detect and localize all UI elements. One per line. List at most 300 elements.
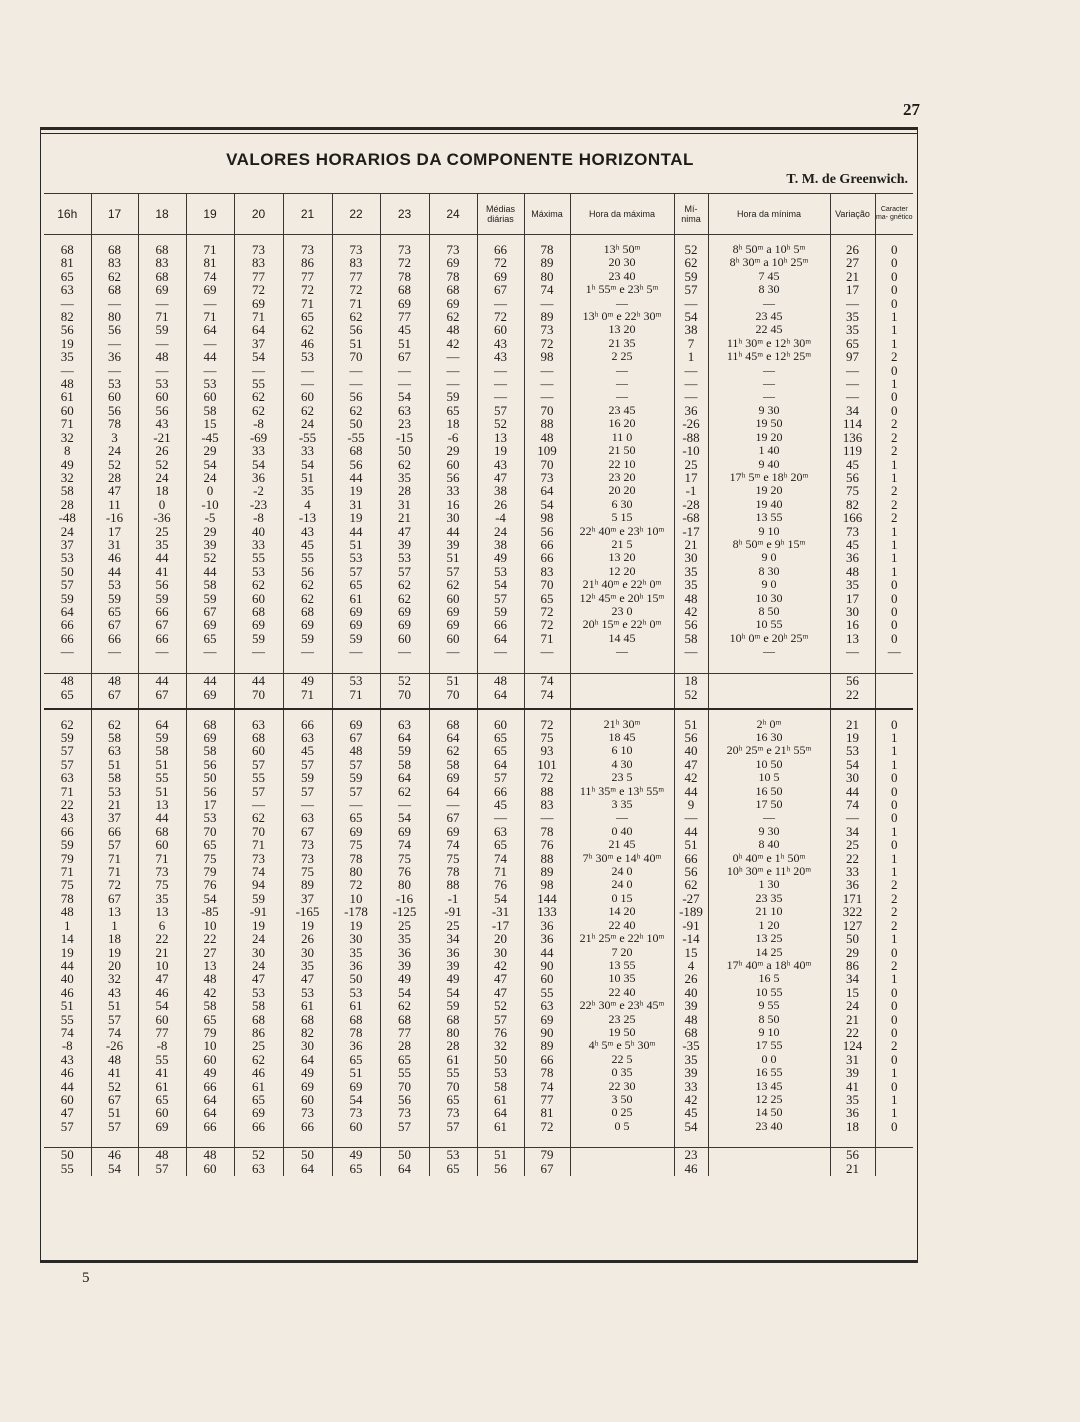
table-cell: 17 — [674, 471, 708, 484]
table-cell: 55 — [429, 1066, 477, 1079]
table-cell: 0 — [875, 1120, 913, 1133]
table-cell: 16 5 — [708, 972, 830, 985]
table-cell: — — [524, 364, 570, 377]
table-cell: 31 — [91, 538, 138, 551]
table-cell: 12 20 — [570, 565, 674, 578]
table-cell: 58 — [138, 744, 186, 757]
table-cell: 70 — [234, 825, 283, 838]
table-cell: 8 40 — [708, 838, 830, 851]
table-cell: 51 — [429, 551, 477, 564]
table-cell: 1 — [875, 310, 913, 323]
table-cell: — — [60, 363, 74, 378]
table-cell: 78 — [332, 1026, 380, 1039]
table-cell: 66 — [60, 824, 74, 839]
table-cell — [570, 1148, 674, 1163]
table-cell: 23 5 — [570, 771, 674, 784]
table-cell: 48 — [524, 431, 570, 444]
table-cell: 50 — [830, 932, 875, 945]
table-cell: 1 — [875, 525, 913, 538]
table-cell: 47 — [138, 972, 186, 985]
table-cell: 54 — [477, 892, 524, 905]
table-cell: 65 — [332, 1053, 380, 1066]
table-cell: 69 — [332, 718, 380, 731]
table-cell: 53 — [283, 350, 332, 363]
table-cell: 69 — [380, 297, 429, 310]
table-cell: 60 — [234, 592, 283, 605]
table-cell: 48 — [60, 905, 74, 919]
table-cell: 13ʰ 0ᵐ e 22ʰ 30ᵐ — [570, 310, 674, 323]
table-cell: 48 — [91, 673, 138, 688]
table-cell: 64 — [138, 718, 186, 731]
table-cell: 23 45 — [708, 310, 830, 323]
table-cell: 69 — [234, 1106, 283, 1119]
table-cell: 52 — [186, 551, 234, 564]
table-cell: — — [875, 645, 913, 658]
table-row — [44, 771, 913, 784]
table-row — [44, 632, 913, 645]
table-cell: 64 — [283, 1162, 332, 1176]
table-cell: 1 — [875, 471, 913, 484]
table-cell: — — [708, 364, 830, 377]
table-cell: 14 20 — [570, 905, 674, 918]
table-cell: 73 — [380, 1106, 429, 1119]
table-cell: 32 — [60, 470, 74, 485]
table-cell: 51 — [674, 838, 708, 851]
table-cell: 65 — [91, 605, 138, 618]
table-cell: 65 — [477, 838, 524, 851]
table-cell: 71 — [60, 417, 74, 431]
table-cell: 67 — [283, 825, 332, 838]
table-cell: 69 — [332, 618, 380, 631]
table-cell: — — [524, 377, 570, 390]
table-cell — [570, 1162, 674, 1176]
table-cell: 66 — [138, 605, 186, 618]
table-cell: 69 — [186, 731, 234, 744]
table-cell: 136 — [830, 431, 875, 444]
table-cell: 31 — [332, 498, 380, 511]
table-cell: 21 10 — [708, 905, 830, 918]
table-cell: 57 — [91, 1013, 138, 1026]
table-cell: 71 — [524, 632, 570, 645]
table-cell: 71 — [332, 297, 380, 310]
table-cell: 71 — [186, 243, 234, 256]
table-cell: 17 — [186, 798, 234, 811]
table-cell: — — [524, 297, 570, 310]
table-cell: — — [708, 390, 830, 403]
table-cell: 58 — [91, 731, 138, 744]
table-cell: 63 — [524, 999, 570, 1012]
table-cell: 31 — [830, 1053, 875, 1066]
table-cell: 75 — [524, 731, 570, 744]
table-row — [44, 1013, 913, 1026]
table-cell: 69 — [332, 1080, 380, 1093]
table-cell: 39 — [429, 959, 477, 972]
table-cell: 0 — [875, 632, 913, 645]
table-cell: — — [830, 811, 875, 824]
table-cell: 23 20 — [570, 471, 674, 484]
table-cell: 66 — [477, 243, 524, 256]
table-cell: 60 — [332, 1120, 380, 1133]
table-cell: 62 — [234, 390, 283, 403]
table-cell: 44 — [332, 471, 380, 484]
table-cell: 2 — [875, 1039, 913, 1052]
table-cell: — — [570, 297, 674, 310]
table-cell: 71 — [138, 310, 186, 323]
table-cell: 0 — [875, 364, 913, 377]
table-cell: 70 — [380, 688, 429, 702]
table-cell: 74 — [830, 798, 875, 811]
table-cell: 23 — [674, 1148, 708, 1163]
table-cell: 53 — [186, 377, 234, 390]
table-cell: 64 — [60, 604, 74, 619]
signature-mark: 5 — [82, 1270, 90, 1286]
table-cell: 55 — [234, 551, 283, 564]
table-cell: 69 — [429, 618, 477, 631]
table-cell: 51 — [477, 1148, 524, 1163]
table-cell: 1 30 — [708, 878, 830, 891]
table-cell: 62 — [429, 310, 477, 323]
table-cell: — — [708, 811, 830, 824]
table-cell: -55 — [283, 431, 332, 444]
column-header: 20 — [234, 194, 283, 235]
table-cell: 66 — [283, 718, 332, 731]
table-cell: 72 — [91, 878, 138, 891]
table-cell: 44 — [186, 565, 234, 578]
table-cell: 10 — [332, 892, 380, 905]
table-cell: 53 — [91, 377, 138, 390]
table-cell: 13 55 — [708, 511, 830, 524]
table-cell: 17 — [830, 283, 875, 296]
table-cell: 69 — [429, 605, 477, 618]
table-cell: 18 45 — [570, 731, 674, 744]
table-cell: 45 — [674, 1106, 708, 1119]
table-cell: 0 — [875, 605, 913, 618]
table-cell: 1 — [875, 377, 913, 390]
table-cell: 32 — [60, 430, 74, 445]
table-cell: 59 — [234, 892, 283, 905]
table-cell: 71 — [91, 865, 138, 878]
table-cell: 50 — [380, 1148, 429, 1163]
table-cell: 59 — [283, 632, 332, 645]
table-cell: -17 — [477, 919, 524, 932]
table-cell: 24 — [186, 471, 234, 484]
table-cell: 33 — [283, 444, 332, 457]
table-cell: 57 — [477, 771, 524, 784]
table-cell: 56 — [138, 578, 186, 591]
table-cell: 73 — [283, 838, 332, 851]
table-cell: 68 — [332, 444, 380, 457]
table-cell: 21 — [380, 511, 429, 524]
table-cell: 80 — [91, 310, 138, 323]
table-cell: 57 — [91, 838, 138, 851]
table-cell: 64 — [524, 484, 570, 497]
table-cell: 49 — [60, 457, 74, 471]
table-cell: 44 — [91, 565, 138, 578]
average-row — [44, 1162, 913, 1176]
table-row — [44, 283, 913, 296]
table-cell: 78 — [332, 852, 380, 865]
table-cell: 21ʰ 30ᵐ — [570, 718, 674, 731]
table-cell: 71 — [283, 688, 332, 702]
column-header: 19 — [186, 194, 234, 235]
table-row — [44, 878, 913, 891]
table-cell: 53 — [477, 1066, 524, 1079]
table-row — [44, 852, 913, 865]
table-cell: 17 55 — [708, 1039, 830, 1052]
table-cell: 43 — [91, 986, 138, 999]
table-cell: 0 — [875, 986, 913, 999]
table-cell: 63 — [380, 404, 429, 417]
table-cell: 50 — [477, 1053, 524, 1066]
table-cell: 67 — [138, 618, 186, 631]
table-cell: 25 — [674, 458, 708, 471]
table-cell: 54 — [138, 999, 186, 1012]
table-cell: — — [674, 390, 708, 403]
table-cell: 19 — [234, 919, 283, 932]
table-cell: 0 — [875, 256, 913, 269]
table-cell: 57 — [674, 283, 708, 296]
table-cell: 52 — [380, 673, 429, 688]
table-cell: 21 50 — [570, 444, 674, 457]
table-cell: 54 — [283, 458, 332, 471]
table-cell: 21ʰ 40ᵐ e 22ʰ 0ᵐ — [570, 578, 674, 591]
table-cell: — — [570, 377, 674, 390]
table-cell: 48 — [429, 323, 477, 336]
table-cell: 62 — [380, 458, 429, 471]
table-cell: 70 — [524, 404, 570, 417]
table-cell: 73 — [332, 1106, 380, 1119]
column-header: Médias diárias — [477, 194, 524, 235]
table-cell: 21 45 — [570, 838, 674, 851]
table-cell: 1 — [875, 323, 913, 336]
column-header: Máxima — [524, 194, 570, 235]
table-cell: 73 — [830, 525, 875, 538]
table-cell: 57 — [429, 1120, 477, 1133]
table-row — [44, 1026, 913, 1039]
table-row — [44, 986, 913, 999]
table-cell: 28 — [380, 484, 429, 497]
table-cell: 51 — [380, 337, 429, 350]
table-cell: 60 — [524, 972, 570, 985]
table-cell: 67 — [91, 1093, 138, 1106]
table-cell: -69 — [234, 431, 283, 444]
table-cell: 81 — [60, 256, 74, 270]
table-cell: 62 — [429, 744, 477, 757]
table-cell: 64 — [477, 758, 524, 771]
table-cell: — — [477, 811, 524, 824]
table-cell: 24 0 — [570, 865, 674, 878]
table-cell: 48 — [477, 673, 524, 688]
table-cell: 75 — [332, 838, 380, 851]
table-cell: 1 — [875, 744, 913, 757]
table-cell: 20ʰ 25ᵐ e 21ʰ 55ᵐ — [708, 744, 830, 757]
table-cell: 8ʰ 50ᵐ e 9ʰ 15ᵐ — [708, 538, 830, 551]
table-cell: 25 — [138, 525, 186, 538]
table-cell: 70 — [429, 1080, 477, 1093]
table-cell: 22 45 — [708, 323, 830, 336]
table-cell: 18 — [830, 1120, 875, 1133]
table-cell: 12ʰ 45ᵐ e 20ʰ 15ᵐ — [570, 592, 674, 605]
table-cell: 4 — [674, 959, 708, 972]
table-cell: 9 40 — [708, 458, 830, 471]
table-cell: 62 — [380, 785, 429, 798]
table-cell: 58 — [380, 758, 429, 771]
table-cell: -36 — [138, 511, 186, 524]
table-cell: 88 — [524, 852, 570, 865]
table-cell: 73 — [524, 471, 570, 484]
table-cell: 62 — [234, 578, 283, 591]
table-cell: 66 — [283, 1120, 332, 1133]
table-cell: 69 — [332, 605, 380, 618]
table-cell: 77 — [332, 270, 380, 283]
table-cell: 46 — [60, 1066, 74, 1080]
table-cell: 88 — [429, 878, 477, 891]
table-cell: 21 35 — [570, 337, 674, 350]
table-cell: 57 — [283, 785, 332, 798]
table-row — [44, 551, 913, 564]
table-cell: 86 — [283, 256, 332, 269]
table-cell: 36 — [524, 932, 570, 945]
table-cell: 2 — [875, 878, 913, 891]
table-cell: — — [91, 297, 138, 310]
table-cell: 35 — [138, 538, 186, 551]
table-cell: 69 — [138, 1120, 186, 1133]
table-cell: — — [138, 337, 186, 350]
table-cell: 1 — [674, 350, 708, 363]
table-cell: 59 — [91, 592, 138, 605]
table-cell: 49 — [332, 1148, 380, 1163]
table-cell: 51 — [429, 673, 477, 688]
table-cell: -23 — [234, 498, 283, 511]
table-cell: 10 — [186, 919, 234, 932]
table-cell: 33 — [429, 484, 477, 497]
table-cell: 0 — [875, 270, 913, 283]
table-cell: 53 — [91, 578, 138, 591]
table-cell: -21 — [138, 431, 186, 444]
table-cell: 19 — [332, 919, 380, 932]
table-cell: 60 — [186, 390, 234, 403]
table-cell: 53 — [186, 811, 234, 824]
table-cell: 24 — [283, 417, 332, 430]
table-cell: 36 — [380, 946, 429, 959]
table-cell: 75 — [380, 852, 429, 865]
table-cell: 71 — [60, 784, 74, 799]
table-cell: 61 — [283, 999, 332, 1012]
column-header: Mí- nima — [674, 194, 708, 235]
table-cell: 62 — [234, 1053, 283, 1066]
table-cell: 68 — [138, 825, 186, 838]
table-cell: 40 — [234, 525, 283, 538]
table-cell: 44 — [830, 785, 875, 798]
table-cell: 53 — [380, 551, 429, 564]
table-cell: 24 — [830, 999, 875, 1012]
table-cell: 63 — [283, 731, 332, 744]
table-cell: 20 30 — [570, 256, 674, 269]
table-cell: 74 — [524, 1080, 570, 1093]
table-cell: 56 — [60, 323, 74, 337]
table-cell: 54 — [186, 458, 234, 471]
table-cell: 64 — [380, 731, 429, 744]
table-cell: 51 — [332, 337, 380, 350]
table-cell: 67 — [332, 731, 380, 744]
data-table — [44, 193, 913, 1176]
table-cell: 59 — [674, 270, 708, 283]
average-row — [44, 673, 913, 688]
table-cell: 72 — [283, 283, 332, 296]
table-cell: 72 — [524, 337, 570, 350]
table-cell: 56 — [186, 758, 234, 771]
table-row — [44, 323, 913, 336]
table-cell: 6 30 — [570, 498, 674, 511]
table-cell: 71 — [234, 838, 283, 851]
table-body — [44, 235, 913, 1177]
spacer-row — [44, 1133, 913, 1148]
table-cell: 4 30 — [570, 758, 674, 771]
table-cell: 43 — [477, 458, 524, 471]
table-cell: 59 — [429, 390, 477, 403]
table-cell: 59 — [138, 323, 186, 336]
table-cell: 15 — [830, 986, 875, 999]
table-cell: 48 — [830, 565, 875, 578]
table-cell: 52 — [138, 458, 186, 471]
table-cell: 1 — [64, 918, 71, 933]
table-cell: 64 — [380, 1162, 429, 1176]
table-cell: 65 — [138, 1093, 186, 1106]
table-cell: -68 — [674, 511, 708, 524]
table-cell: 56 — [186, 785, 234, 798]
table-cell: 69 — [332, 825, 380, 838]
table-cell: 1 — [875, 551, 913, 564]
table-cell: 66 — [674, 852, 708, 865]
table-cell: 11ʰ 35ᵐ e 13ʰ 55ᵐ — [570, 785, 674, 798]
table-cell: 7 45 — [708, 270, 830, 283]
table-cell: 41 — [138, 1066, 186, 1079]
table-cell: — — [332, 377, 380, 390]
table-cell: 39 — [674, 999, 708, 1012]
table-cell: 62 — [380, 999, 429, 1012]
table-cell: 74 — [234, 865, 283, 878]
table-cell: 57 — [60, 744, 74, 758]
table-cell: 66 — [60, 618, 74, 632]
table-cell: 54 — [674, 310, 708, 323]
table-cell: 10 30 — [708, 592, 830, 605]
table-cell: 50 — [332, 417, 380, 430]
table-cell: — — [91, 337, 138, 350]
table-cell: 35 — [332, 946, 380, 959]
table-row — [44, 919, 913, 932]
table-cell: 76 — [186, 878, 234, 891]
table-cell: 47 — [477, 986, 524, 999]
table-cell: 71 — [91, 852, 138, 865]
table-cell: 0 — [875, 578, 913, 591]
table-cell: 28 — [380, 1039, 429, 1052]
table-cell: 24 0 — [570, 878, 674, 891]
table-cell: 69 — [429, 256, 477, 269]
table-cell: 39 — [380, 538, 429, 551]
table-cell: 66 — [138, 632, 186, 645]
table-cell: 62 — [91, 270, 138, 283]
table-cell: 55 — [283, 551, 332, 564]
table-cell: 66 — [524, 1053, 570, 1066]
table-cell: 62 — [429, 578, 477, 591]
table-cell: 68 — [138, 243, 186, 256]
table-cell: 47 — [380, 525, 429, 538]
table-cell: 0 — [875, 1026, 913, 1039]
table-cell: 26 — [674, 972, 708, 985]
table-cell: 46 — [91, 551, 138, 564]
table-cell: 89 — [524, 310, 570, 323]
table-cell: — — [674, 297, 708, 310]
